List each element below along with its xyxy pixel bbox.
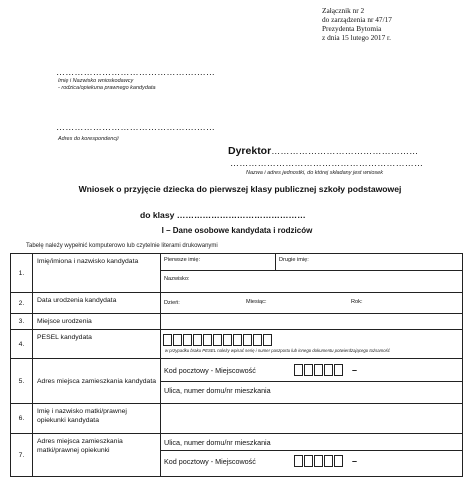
postal-boxes[interactable]	[294, 364, 344, 376]
table-row	[11, 359, 463, 404]
row-number: 4.	[11, 330, 33, 359]
digit-box[interactable]	[183, 334, 192, 346]
row-label: Imię i nazwisko matki/prawnej opiekunki kandydata	[33, 404, 161, 434]
digit-box[interactable]	[314, 455, 323, 467]
digit-box[interactable]	[304, 364, 313, 376]
candidate-address-field[interactable]: Kod pocztowy - Miejscowość – Ulica, numer domu/nr mieszkania	[161, 359, 463, 404]
class-line[interactable]: do klasy ………………………………………	[140, 210, 306, 220]
digit-box[interactable]	[263, 334, 272, 346]
annex-block	[322, 6, 392, 42]
digit-box[interactable]	[314, 364, 323, 376]
applicant-address-caption: Adres do korespondencji	[58, 136, 119, 142]
digit-box[interactable]	[294, 455, 303, 467]
section-heading: I – Dane osobowe kandydata i rodziców	[161, 226, 313, 235]
first-name-field[interactable]	[161, 254, 276, 270]
street-caption: Ulica, numer domu/nr mieszkania	[164, 385, 271, 395]
table-row	[11, 293, 463, 314]
applicant-name-field[interactable]: ……………………………………….……	[56, 67, 216, 77]
digit-box[interactable]	[223, 334, 232, 346]
row-label: Adres miejsca zamieszkania kandydata	[33, 359, 161, 404]
digit-box[interactable]	[233, 334, 242, 346]
digit-box[interactable]	[334, 455, 343, 467]
director-field-2[interactable]: ………………………………………………………	[230, 158, 424, 168]
digit-box[interactable]	[203, 334, 212, 346]
row-label: Data urodzenia kandydata	[33, 293, 161, 314]
director-caption: Nazwa i adres jednostki, do której składany jest wniosek	[246, 170, 383, 176]
mother-name-field[interactable]	[161, 404, 463, 434]
birth-date-field[interactable]	[161, 293, 463, 314]
digit-box[interactable]	[294, 364, 303, 376]
first-name-caption: Pierwsze imię:	[164, 257, 201, 263]
postal-caption: Kod pocztowy - Miejscowość	[164, 365, 256, 375]
digit-box[interactable]	[213, 334, 222, 346]
table-row	[11, 314, 463, 330]
digit-box[interactable]	[163, 334, 172, 346]
digit-box[interactable]	[243, 334, 252, 346]
mother-address-field[interactable]: Ulica, numer domu/nr mieszkania Kod pocztowy - Miejscowość –	[161, 434, 463, 477]
row-label: Imię/imiona i nazwisko kandydata	[33, 254, 161, 293]
table-row	[11, 254, 463, 271]
month-caption: Miesiąc:	[246, 299, 267, 305]
personal-data-table	[10, 253, 463, 477]
row-number: 5.	[11, 359, 33, 404]
applicant-name-caption: Imię i Nazwisko wnioskodawcy - rodzica/opiekuna prawnego kandydata	[58, 78, 156, 91]
row-label: Adres miejsca zamieszkania matki/prawnej opiekunki	[33, 434, 161, 477]
name-cells	[161, 254, 463, 271]
section-note: Tabelę należy wypełnić komputerowo lub czytelnie literami drukowanymi	[26, 243, 218, 249]
table-row	[11, 404, 463, 434]
pesel-note: w przypadku braku PESEL należy wpisać serię i numer paszportu lub innego dokumentu potwierdzającego tożsamość	[165, 348, 390, 353]
row-number: 2.	[11, 293, 33, 314]
digit-box[interactable]	[193, 334, 202, 346]
digit-box[interactable]	[324, 364, 333, 376]
director-line	[228, 141, 418, 159]
postal-boxes[interactable]	[294, 455, 344, 467]
street-caption: Ulica, numer domu/nr mieszkania	[164, 437, 271, 447]
digit-box[interactable]	[253, 334, 262, 346]
digit-box[interactable]	[304, 455, 313, 467]
annex-line: Prezydenta Bytomia	[322, 24, 382, 33]
day-caption: Dzień:	[164, 300, 180, 306]
surname-field[interactable]	[161, 271, 463, 293]
director-field-1[interactable]: …………………………………………	[271, 146, 419, 156]
year-caption: Rok:	[351, 299, 363, 305]
digit-box[interactable]	[334, 364, 343, 376]
applicant-address-field[interactable]: ……………………………………….……	[56, 122, 216, 132]
digit-box[interactable]	[324, 455, 333, 467]
row-label: PESEL kandydata	[33, 330, 161, 359]
birth-place-field[interactable]	[161, 314, 463, 330]
pesel-field[interactable]	[161, 330, 463, 359]
pesel-boxes[interactable]	[161, 334, 462, 346]
row-number: 3.	[11, 314, 33, 330]
second-name-caption: Drugie imię:	[279, 257, 309, 263]
row-label: Miejsce urodzenia	[33, 314, 161, 330]
table-row	[11, 434, 463, 477]
row-number: 7.	[11, 434, 33, 477]
director-label: Dyrektor	[228, 145, 272, 157]
annex-line: z dnia 15 lutego 2017 r.	[322, 33, 391, 42]
second-name-field[interactable]	[276, 254, 462, 270]
postal-caption: Kod pocztowy - Miejscowość	[164, 456, 256, 466]
row-number: 1.	[11, 254, 33, 293]
annex-line: Załącznik nr 2	[322, 6, 365, 15]
row-number: 6.	[11, 404, 33, 434]
table-row	[11, 330, 463, 359]
digit-box[interactable]	[173, 334, 182, 346]
annex-line: do zarządzenia nr 47/17	[322, 15, 392, 24]
form-title: Wniosek o przyjęcie dziecka do pierwszej klasy publicznej szkoły podstawowej	[78, 184, 402, 194]
surname-caption: Nazwisko:	[164, 276, 190, 282]
